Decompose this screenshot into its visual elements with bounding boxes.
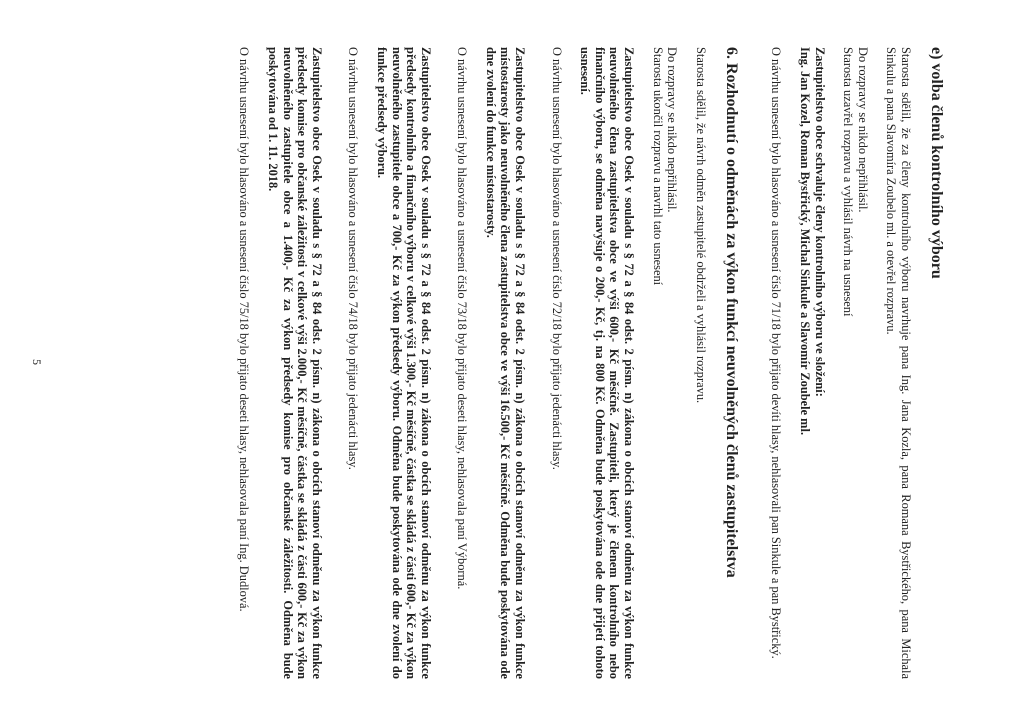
vote-73: O návrhu usnesení bylo hlasováno a usnesení číslo 73/18 bylo přijato deseti hlasy, nehlasovala paní Výborná. xyxy=(455,47,470,590)
section-e-resolution-2: Ing. Jan Kozel, Roman Bystřický, Michal Sinkule a Slavomír Zoubele ml. xyxy=(798,47,813,436)
section-6-heading: 6. Rozhodnutí o odměnách za výkon funkcí neuvolněných členů zastupitelstva xyxy=(722,47,740,578)
section-e-debate-1: Do rozpravy se nikdo nepřihlásil. xyxy=(855,47,870,213)
resolution-74: Zastupitelstvo obce Osek v souladu s § 72 a § 84 odst. 2 písm. n) zákona o obcích stanoví odměnu za výkon funkce předsedy kontrolního a finančního výboru v celkové výši 1.300,- Kč měsíčně, částka se skládá z části 600,- Kč za výkon neuvolněného zastupitele obce a 700,- Kč za výkon předsedy výboru. Odměna bude poskytována ode dne zvolení do funkce předsedy výboru. xyxy=(374,47,433,679)
section-e-vote: O návrhu usnesení bylo hlasováno a usnesení číslo 71/18 bylo přijato devíti hlasy, nehlasovali pan Sinkule a pan Bystřický. xyxy=(769,47,784,659)
page-number: 5 xyxy=(30,359,44,365)
vote-74: O návrhu usnesení bylo hlasováno a usnesení číslo 74/18 bylo přijato jedenácti hlasy. xyxy=(346,47,361,470)
section-e-resolution-1: Zastupitelstvo obce schvaluje členy kontrolního výboru ve složení: xyxy=(812,47,827,397)
vote-75: O návrhu usnesení bylo hlasováno a usnesení číslo 75/18 bylo přijato deseti hlasy, nehlasovala paní Ing. Dudlová. xyxy=(237,47,252,612)
section-6-debate-1: Do rozpravy se nikdo nepřihlásil. xyxy=(665,47,680,213)
section-6-intro: Starosta sdělil, že návrh odměn zastupitelé obdrželi a vyhlásil rozpravu. xyxy=(693,47,708,404)
section-6-debate-2: Starosta ukončil rozpravu a navrhl tato usnesení xyxy=(650,47,665,286)
page-content xyxy=(237,47,946,679)
resolution-75: Zastupitelstvo obce Osek v souladu s § 72 a § 84 odst. 2 písm. n) zákona o obcích stanoví odměnu za výkon funkce předsedy komise pro občanské záležitosti v celkové výši 2.000,- Kč měsíčně, částka se skládá z části 600,- Kč za výkon neuvolněného zastupitele obce a 1.400,- Kč za výkon předsedy komise pro občanské záležitosti. Odměna bude poskytována od 1. 11. 2018. xyxy=(265,47,324,679)
vote-72: O návrhu usnesení bylo hlasováno a usnesení číslo 72/18 bylo přijato jedenácti hlasy. xyxy=(549,47,564,470)
resolution-73: Zastupitelstvo obce Osek v souladu s § 72 a § 84 odst. 2 písm. n) zákona o obcích stanoví odměnu za výkon funkce místostarosty jako neuvolněného člena zastupitelstva obce ve výši 16.500,- Kč měsíčně. Odměna bude poskytována ode dne zvolení do funkce místostarosty. xyxy=(483,47,528,679)
resolution-72: Zastupitelstvo obce Osek v souladu s § 72 a § 84 odst. 2 písm. n) zákona o obcích stanoví odměnu za výkon funkce neuvolněného člena zastupitelstva obce ve výši 600,- Kč měsíčně. Zastupiteli, který je členem kontrolního nebo finančního výboru, se odměna navyšuje o 200,- Kč, tj. na 800 Kč. Odměna bude poskytována ode dne přijetí tohoto usnesení. xyxy=(578,47,637,679)
section-e-heading: e) volba členů kontrolního výboru xyxy=(928,47,945,279)
section-e-debate-2: Starosta uzavřel rozpravu a vyhlásil návrh na usnesení xyxy=(841,47,856,317)
section-e-intro: Starosta sdělil, že za členy kontrolního výboru navrhuje pana Ing. Jana Kozla, pana Romana Bystřického, pana Michala Sinkulu a pana Slavomíra Zoubelo ml. a otevřel rozpravu. xyxy=(884,47,913,679)
